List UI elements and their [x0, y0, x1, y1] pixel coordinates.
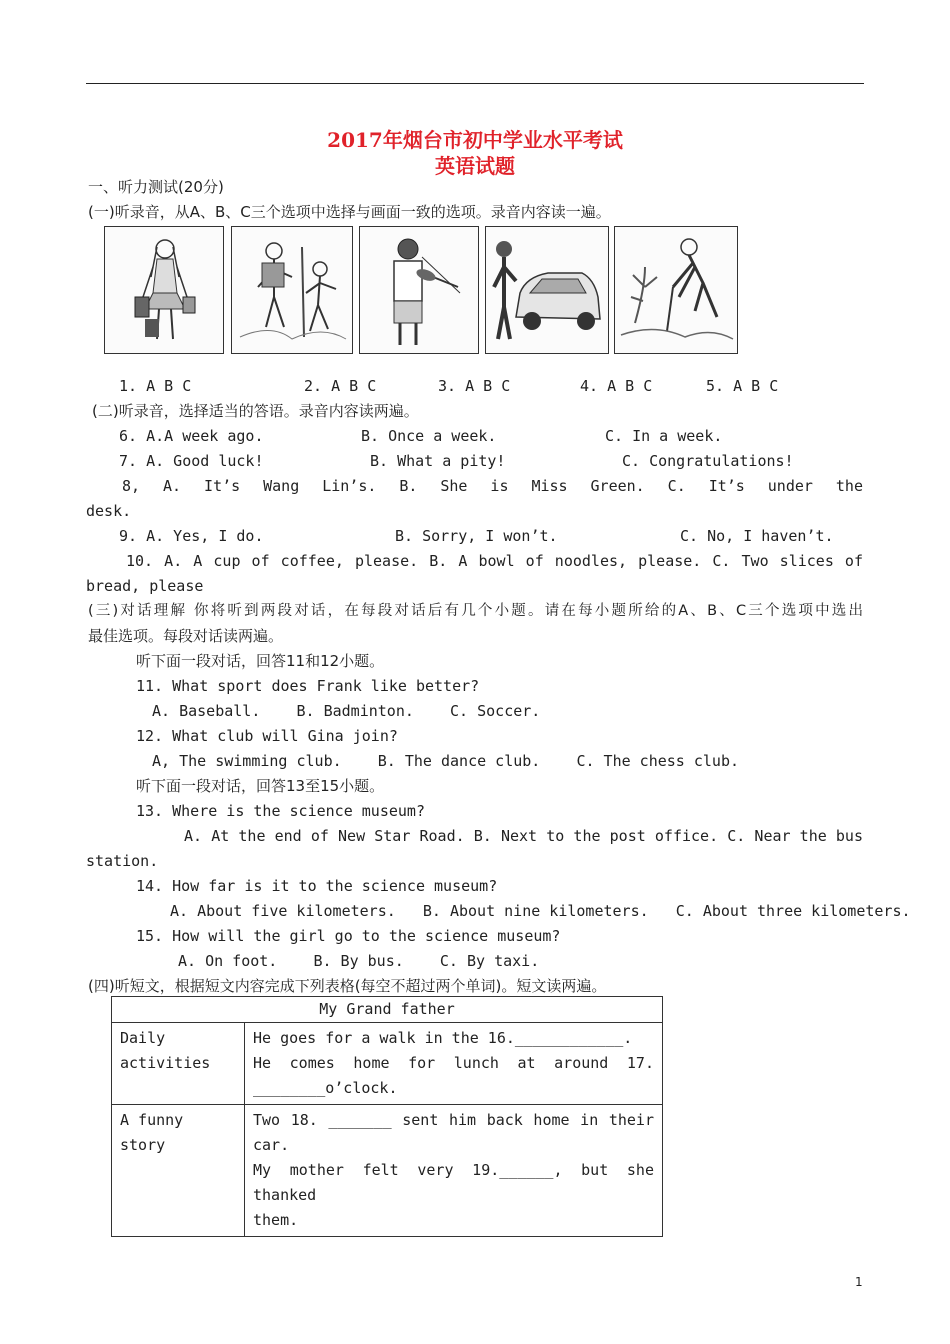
table-row-content — [245, 1105, 663, 1237]
q10-line1: 10. A. A cup of coffee, please. B. A bowl of noodles, please. C. Two slices of — [126, 552, 863, 570]
blank-17-continuation: ________o’clock. — [253, 1079, 398, 1097]
violin-player-icon — [360, 227, 478, 353]
dialog1-intro: 听下面一段对话，回答11和12小题。 — [136, 652, 385, 670]
blank-18-line: Two 18. _______ sent him back home in their — [253, 1111, 654, 1129]
dialog2-intro: 听下面一段对话，回答13至15小题。 — [136, 777, 385, 795]
q10-line2: bread, please — [86, 577, 204, 595]
q11-question: 11. What sport does Frank like better? — [136, 677, 480, 695]
q3-options: 3. A B C — [438, 377, 511, 395]
q7-option-a: 7. A. Good luck! — [119, 452, 264, 470]
q7-option-b: B. What a pity! — [370, 452, 506, 470]
q6-option-c: C. In a week. — [605, 427, 723, 445]
sec3-instruction-line1: (三)对话理解 你将听到两段对话，在每段对话后有几个小题。请在每小题所给的A、B、C三个选项中选出 — [88, 603, 863, 619]
q13-options-line2: station. — [86, 852, 159, 870]
q6-option-a: 6. A.A week ago. — [119, 427, 264, 445]
q8-line1: 8, A. It’s Wang Lin’s. B. She is Miss Green. C. It’s under the — [122, 477, 863, 495]
planting-tree-icon — [615, 227, 737, 353]
q12-question: 12. What club will Gina join? — [136, 727, 398, 745]
table-row — [112, 1105, 663, 1237]
q15-question: 15. How will the girl go to the science museum? — [136, 927, 561, 945]
q14-options: A. About five kilometers. B. About nine kilometers. C. About three kilometers. — [170, 902, 911, 920]
q4-options: 4. A B C — [580, 377, 653, 395]
man-planting-tree-picture — [614, 226, 738, 354]
picture-strip — [104, 226, 740, 354]
sec2-instruction: (二)听录音，选择适当的答语。录音内容读两遍。 — [92, 402, 419, 420]
q13-question: 13. Where is the science museum? — [136, 802, 425, 820]
table-row-label: A funny story — [112, 1105, 245, 1237]
section-heading: 一、听力测试(20分) — [88, 178, 224, 196]
q9-option-a: 9. A. Yes, I do. — [119, 527, 264, 545]
table-row — [112, 1023, 663, 1105]
page-number: 1 — [855, 1275, 863, 1289]
table-title-row — [112, 997, 663, 1023]
table-row-content — [245, 1023, 663, 1105]
blank-17-line: He comes home for lunch at around 17. — [253, 1054, 654, 1072]
table-row-label: Daily activities — [112, 1023, 245, 1105]
q8-line2: desk. — [86, 502, 132, 520]
q1-options: 1. A B C — [119, 377, 192, 395]
exam-title: 2017年烟台市初中学业水平考试 — [327, 128, 623, 152]
sec1-instruction: (一)听录音，从A、B、C三个选项中选择与画面一致的选项。录音内容读一遍。 — [88, 203, 611, 221]
hikers-picture — [231, 226, 353, 354]
boy-violin-picture — [359, 226, 479, 354]
q14-question: 14. How far is it to the science museum? — [136, 877, 498, 895]
top-rule — [86, 83, 864, 84]
blank-18-continuation: car. — [253, 1136, 290, 1154]
q9-option-b: B. Sorry, I won’t. — [395, 527, 558, 545]
answer-table — [111, 996, 663, 1237]
q5-options: 5. A B C — [706, 377, 779, 395]
exam-subtitle: 英语试题 — [435, 154, 515, 178]
q12-options: A, The swimming club. B. The dance club. C. The chess club. — [152, 752, 739, 770]
girl-shopping-picture — [104, 226, 224, 354]
q2-options: 2. A B C — [304, 377, 377, 395]
q15-options: A. On foot. B. By bus. C. By taxi. — [178, 952, 540, 970]
sec4-instruction: (四)听短文，根据短文内容完成下列表格(每空不超过两个单词)。短文读两遍。 — [88, 977, 607, 995]
man-car-picture — [485, 226, 609, 354]
q13-options-line1: A. At the end of New Star Road. B. Next to the post office. C. Near the bus — [184, 827, 863, 845]
sec3-instruction-line2: 最佳选项。每段对话读两遍。 — [88, 627, 284, 645]
hikers-icon — [232, 227, 352, 353]
q11-options: A. Baseball. B. Badminton. C. Soccer. — [152, 702, 541, 720]
car-icon — [486, 227, 608, 353]
q6-option-b: B. Once a week. — [361, 427, 497, 445]
q7-option-c: C. Congratulations! — [622, 452, 794, 470]
blank-16-line: He goes for a walk in the 16.____________. — [253, 1029, 633, 1047]
q9-option-c: C. No, I haven’t. — [680, 527, 834, 545]
blank-19-continuation: them. — [253, 1211, 299, 1229]
girl-shopping-icon — [105, 227, 223, 353]
blank-19-line: My mother felt very 19.______, but she thanked — [253, 1161, 654, 1204]
table-title: My Grand father — [112, 997, 663, 1023]
